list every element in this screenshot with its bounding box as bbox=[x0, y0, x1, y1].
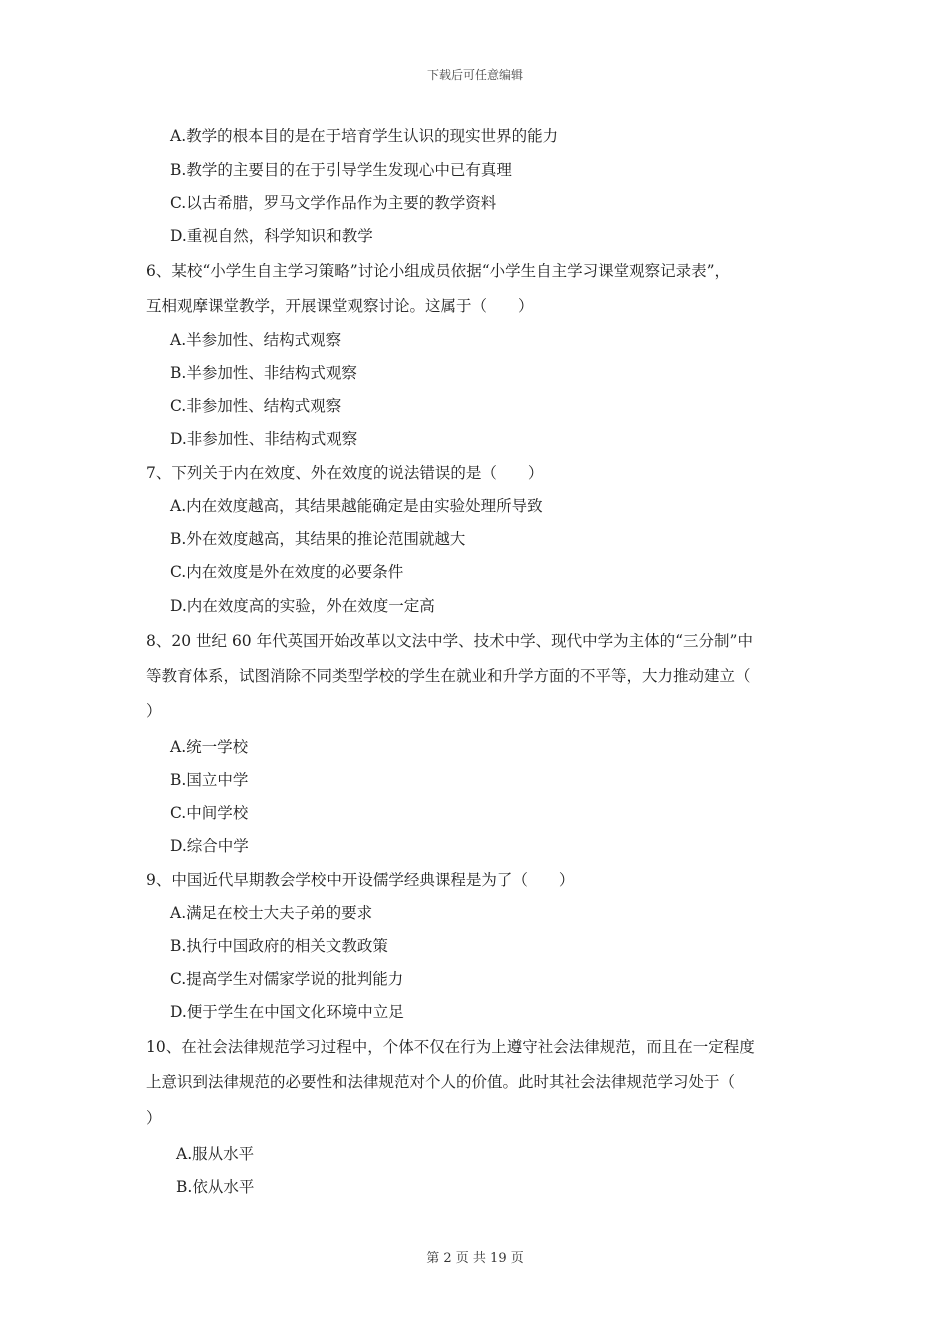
option-9c: C.提高学生对儒家学说的批判能力 bbox=[170, 970, 404, 988]
option-9d: D.便于学生在中国文化环境中立足 bbox=[170, 1003, 404, 1021]
option-5b: B.教学的主要目的在于引导学生发现心中已有真理 bbox=[170, 161, 512, 179]
question-8: 8、20 世纪 60 年代英国开始改革以文法中学、技术中学、现代中学为主体的“三分制”中 bbox=[146, 632, 753, 650]
option-9a: A.满足在校士大夫子弟的要求 bbox=[170, 904, 373, 922]
option-7d: D.内在效度高的实验，外在效度一定高 bbox=[170, 597, 435, 615]
option-8d: D.综合中学 bbox=[170, 837, 249, 855]
page-footer: 第 2 页 共 19 页 bbox=[426, 1251, 524, 1266]
question-7: 7、下列关于内在效度、外在效度的说法错误的是（ ） bbox=[146, 464, 544, 482]
question-8-cont: 等教育体系，试图消除不同类型学校的学生在就业和升学方面的不平等，大力推动建立（ bbox=[146, 667, 751, 685]
option-8b: B.国立中学 bbox=[170, 771, 249, 789]
option-9b: B.执行中国政府的相关文教政策 bbox=[170, 937, 388, 955]
question-10: 10、在社会法律规范学习过程中，个体不仅在行为上遵守社会法律规范，而且在一定程度 bbox=[146, 1038, 755, 1056]
option-7c: C.内在效度是外在效度的必要条件 bbox=[170, 563, 404, 581]
option-7b: B.外在效度越高，其结果的推论范围就越大 bbox=[170, 530, 466, 548]
option-7a: A.内在效度越高，其结果越能确定是由实验处理所导致 bbox=[170, 497, 543, 515]
option-5d: D.重视自然，科学知识和教学 bbox=[170, 227, 373, 245]
option-6d: D.非参加性、非结构式观察 bbox=[170, 430, 358, 448]
option-6b: B.半参加性、非结构式观察 bbox=[170, 364, 357, 382]
option-5a: A.教学的根本目的是在于培育学生认识的现实世界的能力 bbox=[170, 127, 559, 145]
question-8-end: ） bbox=[146, 702, 162, 720]
question-6: 6、某校“小学生自主学习策略”讨论小组成员依据“小学生自主学习课堂观察记录表”， bbox=[146, 262, 731, 280]
question-9: 9、中国近代早期教会学校中开设儒学经典课程是为了（ ） bbox=[146, 871, 575, 889]
option-6c: C.非参加性、结构式观察 bbox=[170, 397, 342, 415]
question-10-cont: 上意识到法律规范的必要性和法律规范对个人的价值。此时其社会法律规范学习处于（ bbox=[146, 1073, 736, 1091]
option-5c: C.以古希腊，罗马文学作品作为主要的教学资料 bbox=[170, 194, 497, 212]
option-8a: A.统一学校 bbox=[170, 738, 249, 756]
page-header: 下载后可任意编辑 bbox=[426, 68, 523, 82]
option-10a: A.服从水平 bbox=[176, 1145, 255, 1163]
option-6a: A.半参加性、结构式观察 bbox=[170, 331, 342, 349]
question-6-cont: 互相观摩课堂教学，开展课堂观察讨论。这属于（ ） bbox=[146, 297, 534, 315]
option-10b: B.依从水平 bbox=[176, 1178, 255, 1196]
question-10-end: ） bbox=[146, 1109, 162, 1127]
option-8c: C.中间学校 bbox=[170, 804, 249, 822]
